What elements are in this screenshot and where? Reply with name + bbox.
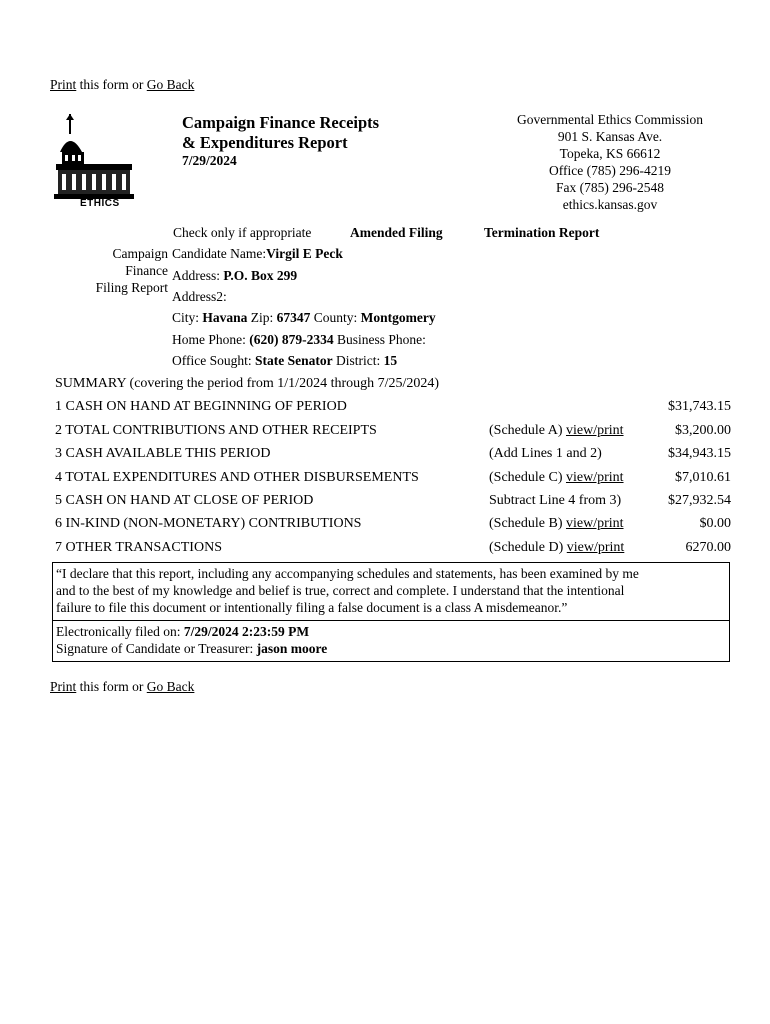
summary-row-label: 2 TOTAL CONTRIBUTIONS AND OTHER RECEIPTS: [55, 423, 377, 438]
go-back-link[interactable]: Go Back: [146, 679, 195, 694]
schedule-note: (Schedule D): [489, 540, 567, 555]
zip-label: Zip:: [250, 310, 274, 325]
commission-name: Governmental Ethics Commission: [517, 112, 703, 127]
report-title-line1: Campaign Finance Receipts: [182, 113, 380, 132]
candidate-name-label: Candidate Name:: [172, 246, 267, 261]
schedule-note: Subtract Line 4 from 3): [489, 493, 622, 508]
filed-on-value: 7/29/2024 2:23:59 PM: [183, 624, 310, 639]
office-line: [172, 353, 397, 369]
summary-row-amount: $7,010.61: [675, 470, 731, 485]
nav-text: this form or: [79, 679, 144, 694]
top-nav: [50, 77, 194, 93]
summary-row: [55, 423, 731, 442]
schedule-note: (Add Lines 1 and 2): [489, 446, 602, 461]
summary-row-amount: $34,943.15: [668, 446, 731, 461]
summary-row-label: 6 IN-KIND (NON-MONETARY) CONTRIBUTIONS: [55, 516, 362, 531]
schedule-a-view-print-link[interactable]: view/print: [565, 423, 624, 438]
summary-heading: SUMMARY (covering the period from 1/1/2024 through 7/25/2024): [55, 376, 440, 391]
summary-row-amount: $31,743.15: [668, 399, 731, 414]
office-sought-label: Office Sought:: [172, 353, 252, 368]
summary-row-amount: $27,932.54: [668, 493, 731, 508]
report-title: [182, 113, 379, 153]
report-title-line2: & Expenditures Report: [182, 133, 348, 152]
business-phone-label: Business Phone:: [337, 332, 426, 347]
commission-street: 901 S. Kansas Ave.: [557, 129, 663, 144]
address-label: Address:: [172, 268, 220, 283]
side-label-campaign: Campaign: [112, 246, 168, 261]
check-label: Check only if appropriate: [173, 225, 312, 240]
summary-row-label: 5 CASH ON HAND AT CLOSE OF PERIOD: [55, 493, 314, 508]
ethics-logo: [52, 112, 136, 212]
commission-address: [500, 111, 720, 213]
summary-row-amount: $3,200.00: [675, 423, 731, 438]
commission-office-phone: Office (785) 296-4219: [549, 163, 671, 178]
declaration-box: [52, 562, 730, 621]
county-value: Montgomery: [360, 310, 436, 325]
schedule-note: (Schedule C): [489, 470, 566, 485]
side-label-finance: Finance: [125, 263, 168, 278]
logo-text: ETHICS: [80, 198, 120, 209]
schedule-d-view-print-link[interactable]: view/print: [566, 540, 625, 555]
office-sought-value: State Senator: [255, 353, 333, 368]
summary-row-label: 3 CASH AVAILABLE THIS PERIOD: [55, 446, 271, 461]
schedule-note: (Schedule A): [489, 423, 566, 438]
signature-box: [52, 620, 730, 662]
schedule-note: (Schedule B): [489, 516, 566, 531]
print-link[interactable]: Print: [50, 77, 77, 92]
city-line: [172, 310, 436, 326]
go-back-link[interactable]: Go Back: [146, 77, 195, 92]
candidate-name-line: [172, 246, 343, 262]
home-phone-label: Home Phone:: [172, 332, 246, 347]
address-line: [172, 268, 297, 284]
summary-row: [55, 493, 731, 512]
commission-city: Topeka, KS 66612: [559, 146, 661, 161]
filed-on-line: [56, 623, 726, 640]
city-label: City:: [172, 310, 200, 325]
side-label-filing-report: Filing Report: [95, 280, 168, 295]
summary-row: [55, 516, 731, 535]
zip-value: 67347: [276, 310, 311, 325]
print-link[interactable]: Print: [50, 679, 77, 694]
nav-text: this form or: [79, 77, 144, 92]
candidate-name: Virgil E Peck: [266, 246, 343, 261]
commission-fax: Fax (785) 296-2548: [556, 180, 664, 195]
district-value: 15: [383, 353, 398, 368]
signer-line: [56, 640, 726, 657]
district-label: District:: [336, 353, 381, 368]
summary-row-amount: 6270.00: [685, 540, 731, 555]
summary-row-label: 1 CASH ON HAND AT BEGINNING OF PERIOD: [55, 399, 347, 414]
summary-row-label: 7 OTHER TRANSACTIONS: [55, 540, 222, 555]
address2-label: Address2:: [172, 289, 227, 304]
summary-row: [55, 540, 731, 559]
declaration-line: “I declare that this report, including any accompanying schedules and statements, has been examined by me: [56, 566, 639, 581]
home-phone-value: (620) 879-2334: [249, 332, 334, 347]
summary-row: [55, 446, 731, 465]
declaration-line: failure to file this document or intentionally filing a false document is a class A misdemeanor.”: [56, 600, 568, 615]
commission-website: ethics.kansas.gov: [562, 197, 658, 212]
address-value: P.O. Box 299: [223, 268, 298, 283]
city-value: Havana: [202, 310, 248, 325]
summary-row: [55, 470, 731, 489]
amended-filing: Amended Filing: [350, 225, 443, 240]
signer-label: Signature of Candidate or Treasurer:: [56, 641, 254, 656]
schedule-b-view-print-link[interactable]: view/print: [565, 516, 624, 531]
schedule-c-view-print-link[interactable]: view/print: [565, 470, 624, 485]
report-date: 7/29/2024: [182, 153, 237, 168]
summary-row: [55, 399, 731, 418]
county-label: County:: [313, 310, 358, 325]
summary-row-amount: $0.00: [699, 516, 731, 531]
summary-row-label: 4 TOTAL EXPENDITURES AND OTHER DISBURSEMENTS: [55, 470, 419, 485]
bottom-nav: [50, 679, 194, 695]
phone-line: [172, 332, 426, 348]
signer-value: jason moore: [256, 641, 328, 656]
termination-report: Termination Report: [484, 225, 600, 240]
filed-on-label: Electronically filed on:: [56, 624, 181, 639]
declaration-line: and to the best of my knowledge and belief is true, correct and complete. I understand that the intentional: [56, 583, 625, 598]
